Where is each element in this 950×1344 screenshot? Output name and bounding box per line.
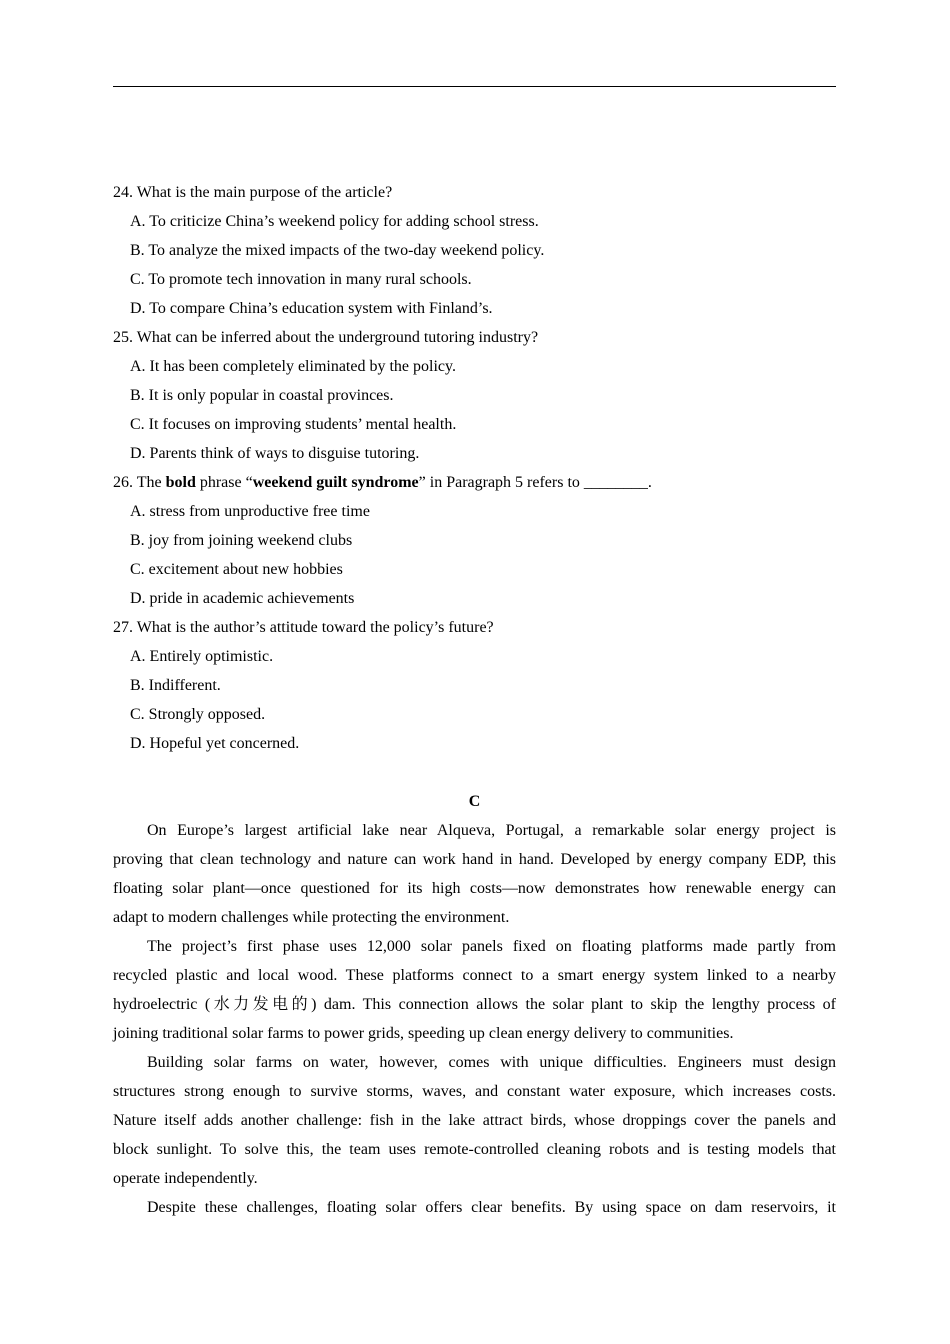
answer-option: D. Parents think of ways to disguise tutoring. xyxy=(130,445,420,462)
answer-option: B. joy from joining weekend clubs xyxy=(130,532,353,549)
answer-option: D. pride in academic achievements xyxy=(130,590,355,607)
bold-text: bold xyxy=(165,474,196,491)
answer-option: C. To promote tech innovation in many rural schools. xyxy=(130,271,472,288)
answer-option: C. excitement about new hobbies xyxy=(130,561,343,578)
paragraph-line: proving that clean technology and nature can work hand in hand. Developed by energy company EDP, this xyxy=(113,851,836,868)
question-stem: 24. What is the main purpose of the article? xyxy=(113,184,393,201)
answer-option: C. Strongly opposed. xyxy=(130,706,266,723)
document-body xyxy=(113,178,836,1222)
section-title: C xyxy=(468,793,481,810)
answer-option: A. It has been completely eliminated by the policy. xyxy=(130,358,456,375)
paragraph-line: recycled plastic and local wood. These platforms connect to a smart energy system linked to a nearby xyxy=(113,967,836,984)
question-text-part: 26. The xyxy=(113,474,166,491)
question-stem xyxy=(113,468,836,497)
answer-option: B. It is only popular in coastal provinces. xyxy=(130,387,394,404)
paragraph-line: On Europe’s largest artificial lake near Alqueva, Portugal, a remarkable solar energy project is xyxy=(147,822,836,839)
paragraph-line: floating solar plant—once questioned for its high costs—now demonstrates how renewable energy can xyxy=(113,880,836,897)
answer-option: D. Hopeful yet concerned. xyxy=(130,735,300,752)
question-text-part: ” in Paragraph 5 refers to ________. xyxy=(418,474,652,491)
paragraph-line: adapt to modern challenges while protecting the environment. xyxy=(113,909,510,926)
paragraph-line: operate independently. xyxy=(113,1170,258,1187)
paragraph-line: block sunlight. To solve this, the team uses remote-controlled cleaning robots and is testing models that xyxy=(113,1141,836,1158)
answer-option: A. Entirely optimistic. xyxy=(130,648,274,665)
answer-option: D. To compare China’s education system with Finland’s. xyxy=(130,300,493,317)
paragraph-line: structures strong enough to survive storms, waves, and constant water exposure, which increases costs. xyxy=(113,1083,836,1100)
paragraph-line: Despite these challenges, floating solar offers clear benefits. By using space on dam reservoirs, it xyxy=(147,1199,836,1216)
paragraph-line: Nature itself adds another challenge: fish in the lake attract birds, whose droppings cover the panels and xyxy=(113,1112,836,1129)
question-stem: 25. What can be inferred about the underground tutoring industry? xyxy=(113,329,539,346)
answer-option: C. It focuses on improving students’ mental health. xyxy=(130,416,457,433)
answer-option: A. stress from unproductive free time xyxy=(130,503,370,520)
answer-option: B. To analyze the mixed impacts of the two-day weekend policy. xyxy=(130,242,545,259)
question-stem: 27. What is the author’s attitude toward the policy’s future? xyxy=(113,619,494,636)
header-rule xyxy=(113,86,836,87)
spacer xyxy=(113,758,836,787)
answer-option: B. Indifferent. xyxy=(130,677,221,694)
answer-option: A. To criticize China’s weekend policy for adding school stress. xyxy=(130,213,539,230)
paragraph-line: hydroelectric (水力发电的) dam. This connection allows the solar plant to skip the lengthy process of xyxy=(113,996,836,1013)
question-text-part: phrase “ xyxy=(195,474,253,491)
paragraph-line: joining traditional solar farms to power grids, speeding up clean energy delivery to communities. xyxy=(113,1025,734,1042)
bold-text: weekend guilt syndrome xyxy=(252,474,419,491)
paragraph-line: Building solar farms on water, however, comes with unique difficulties. Engineers must design xyxy=(147,1054,836,1071)
paragraph-line: The project’s first phase uses 12,000 solar panels fixed on floating platforms made partly from xyxy=(147,938,836,955)
